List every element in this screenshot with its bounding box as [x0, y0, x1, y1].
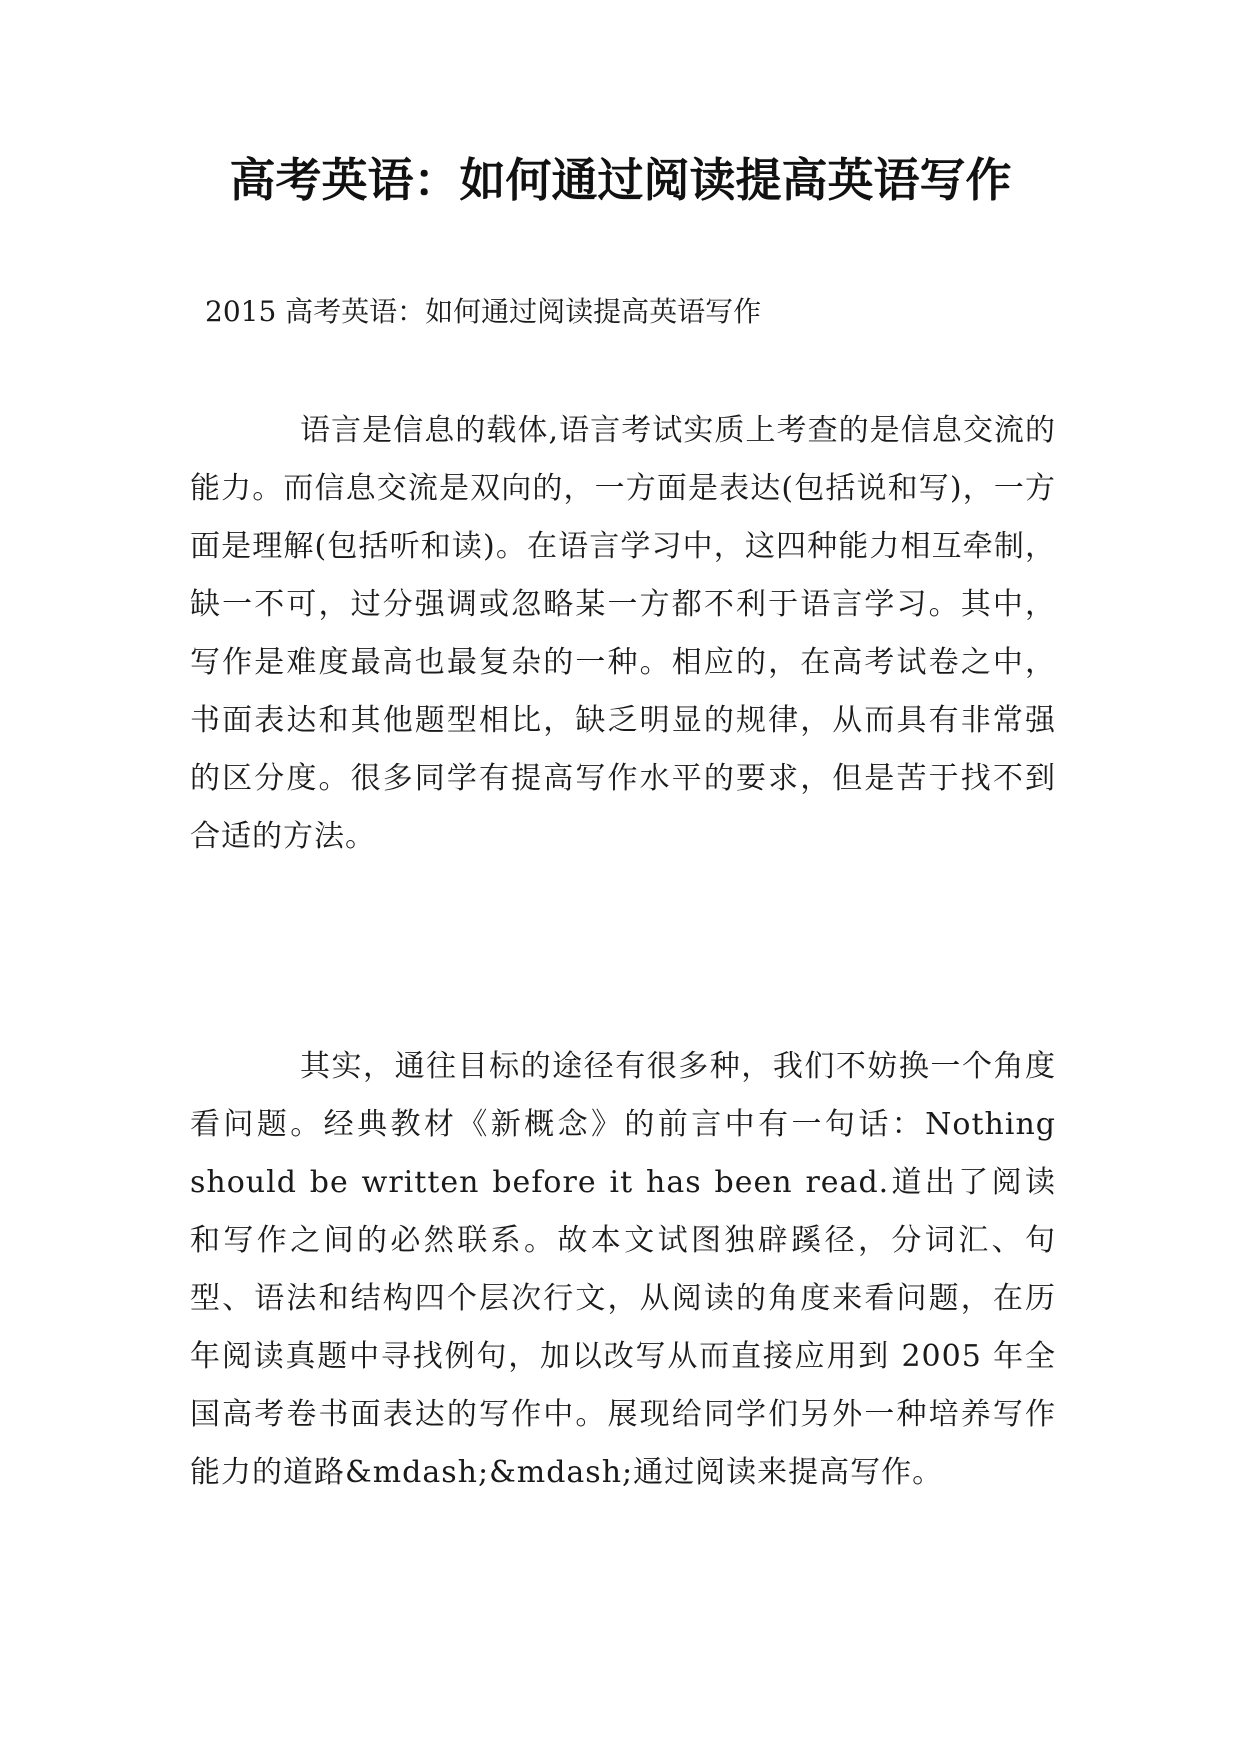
- paragraph-2: 其实，通往目标的途径有很多种，我们不妨换一个角度看问题。经典教材《新概念》的前言中有一句话：Nothing should be written before it has been read.道出了阅读和写作之间的必然联系。故本文试图独辟蹊径，分词汇、句型、语法和结构四个层次行文，从阅读的角度来看问题，在历年阅读真题中寻找例句，加以改写从而直接应用到 2005 年全国高考卷书面表达的写作中。展现给同学们另外一种培养写作能力的道路&mdash;&mdash;通过阅读来提高写作。: [190, 1049, 1056, 1490]
- document-title: 高考英语：如何通过阅读提高英语写作: [229, 153, 1012, 207]
- paragraph-1: 语言是信息的载体,语言考试实质上考查的是信息交流的能力。而信息交流是双向的，一方面是表达(包括说和写)，一方面是理解(包括听和读)。在语言学习中，这四种能力相互牵制，缺一不可，过分强调或忽略某一方都不利于语言学习。其中，写作是难度最高也最复杂的一种。相应的，在高考试卷之中，书面表达和其他题型相比，缺乏明显的规律，从而具有非常强的区分度。很多同学有提高写作水平的要求，但是苦于找不到合适的方法。: [190, 413, 1056, 854]
- document-subtitle: 2015 高考英语：如何通过阅读提高英语写作: [205, 295, 762, 328]
